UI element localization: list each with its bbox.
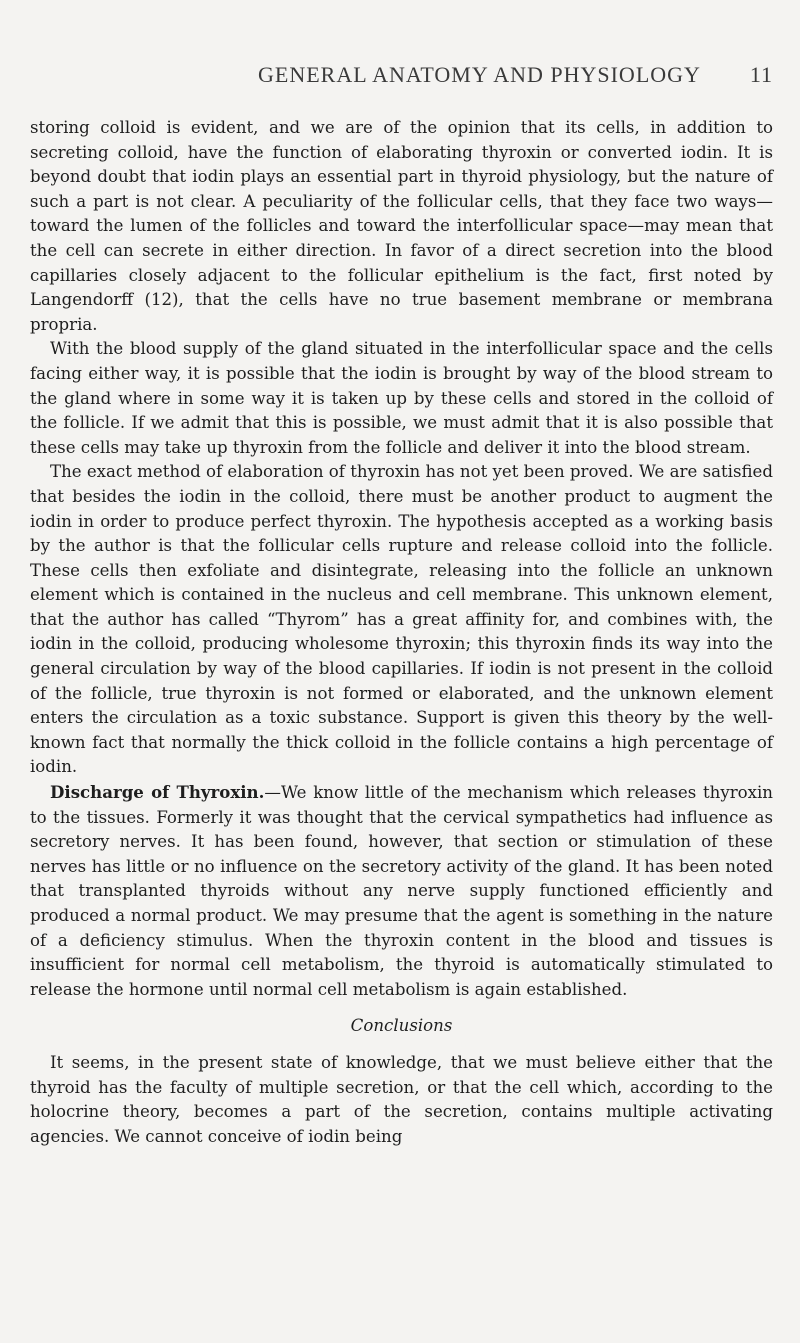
paragraph-4-text: —We know little of the mechanism which releases thyroxin to the tissues. Formerly it was thought that the cervical sympathetics had influence as secretory nerves. It has been found, however, that section or stimulation of these nerves has little or no influence on the secretory activity of the gland. It has been noted that transplanted thyroids without any nerve supply functioned efficiently and produced a normal product. We may presume that the agent is something in the nature of a deficiency stimulus. When the thyroxin content in the blood and tissues is insufficient for normal cell metabolism, the thyroid is automatically stimulated to release the hormone until normal cell metabolism is again established. [30, 783, 773, 999]
running-title: GENERAL ANATOMY AND PHYSIOLOGY [258, 62, 701, 87]
run-in-heading-discharge: Discharge of Thyroxin. [50, 782, 265, 803]
paragraph-3: The exact method of elaboration of thyroxin has not yet been proved. We are satisfied that besides the iodin in the colloid, there must be another product to augment the iodin in order to produce perfect thyroxin. The hypothesis accepted as a working basis by the author is that the follicular cells rupture and release colloid into the follicle. These cells then exfoliate and disintegrate, releasing into the follicle an unknown element which is contained in the nucleus and cell membrane. This unknown element, that the author has called “Thyrom” has a great affinity for, and combines with, the iodin in the colloid, producing wholesome thyroxin; this thyroxin finds its way into the general circulation by way of the blood capillaries. If iodin is not present in the colloid of the follicle, true thyroxin is not formed or elaborated, and the unknown element enters the circulation as a toxic substance. Support is given this theory by the well-known fact that normally the thick colloid in the follicle contains a high percentage of iodin. [30, 462, 773, 777]
body-text [30, 116, 773, 1149]
paragraph-5: It seems, in the present state of knowledge, that we must believe either that the thyroid has the faculty of multiple secretion, or that the cell which, according to the holocrine theory, becomes a part of the secretion, contains multiple activating agencies. We cannot conceive of iodin being [30, 1052, 773, 1146]
paragraph-1: storing colloid is evident, and we are of the opinion that its cells, in addition to secreting colloid, have the function of elaborating thyroxin or converted iodin. It is beyond doubt that iodin plays an essential part in thyroid physiology, but the nature of such a part is not clear. A peculiarity of the follicular cells, that they face two ways—toward the lumen of the follicles and toward the interfollicular space—may mean that the cell can secrete in either direction. In favor of a direct secretion into the blood capillaries closely adjacent to the follicular epithelium is the fact, first noted by Langendorff (12), that the cells have no true basement membrane or membrana propria. [30, 118, 773, 334]
book-page [30, 62, 773, 1149]
paragraph-4 [30, 780, 773, 1002]
page-number: 11 [749, 62, 773, 87]
section-heading-conclusions: Conclusions [350, 1016, 453, 1036]
paragraph-2: With the blood supply of the gland situated in the interfollicular space and the cells facing either way, it is possible that the iodin is brought by way of the blood stream to the gland where in some way it is taken up by these cells and stored in the colloid of the follicle. If we admit that this is possible, we must admit that it is also possible that these cells may take up thyroxin from the follicle and deliver it into the blood stream. [30, 339, 773, 457]
running-head [30, 62, 773, 88]
